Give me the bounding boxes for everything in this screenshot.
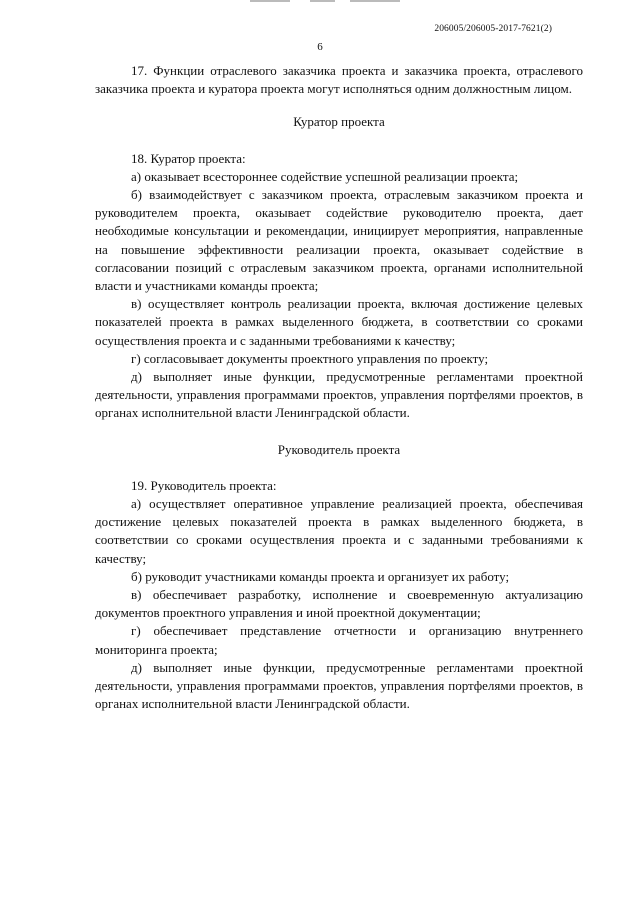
curator-item-g: г) согласовывает документы проектного управления по проекту;	[131, 350, 489, 366]
document-body	[95, 62, 583, 714]
paragraph-18-lead: 18. Куратор проекта:	[131, 150, 246, 166]
document-id: 206005/206005-2017-7621(2)	[434, 24, 552, 34]
page-number: 6	[317, 41, 323, 53]
section-heading-curator: Куратор проекта	[293, 114, 385, 130]
curator-item-d: д) выполняет иные функции, предусмотренные регламентами проектной деятельности, управления программами проектов, управления портфелями проектов, в органах исполнительной власти Ленинградской области.	[95, 369, 583, 421]
scan-top-marks	[250, 0, 430, 4]
section-heading-manager: Руководитель проекта	[277, 441, 401, 457]
manager-item-b: б) руководит участниками команды проекта и организует их работу;	[131, 568, 510, 584]
manager-item-v: в) обеспечивает разработку, исполнение и своевременную актуализацию документов проектного управления и иной проектной документации;	[95, 587, 583, 621]
curator-item-v: в) осуществляет контроль реализации проекта, включая достижение целевых показателей проекта в рамках выделенного бюджета, в соответствии со сроками осуществления проекта и с заданными требованиями к качеству;	[95, 296, 583, 348]
curator-item-a: а) оказывает всестороннее содействие успешной реализации проекта;	[131, 168, 519, 184]
paragraph-19-lead: 19. Руководитель проекта:	[131, 477, 277, 493]
manager-item-d: д) выполняет иные функции, предусмотренные регламентами проектной деятельности, управления программами проектов, управления портфелями проектов, в органах исполнительной власти Ленинградской области.	[95, 659, 583, 712]
manager-item-a: а) осуществляет оперативное управление реализацией проекта, обеспечивая достижение целевых показателей проекта в рамках выделенного бюджета, в соответствии со сроками осуществления проекта и с заданными требованиями к качеству;	[95, 496, 583, 566]
paragraph-17: 17. Функции отраслевого заказчика проекта и заказчика проекта, отраслевого заказчика проекта и куратора проекта могут исполняться одним должностным лицом.	[95, 63, 583, 97]
manager-item-g: г) обеспечивает представление отчетности и организацию внутреннего мониторинга проекта;	[95, 623, 583, 657]
curator-item-b: б) взаимодействует с заказчиком проекта, отраслевым заказчиком проекта и руководителем проекта, оказывает содействие руководителю проекта, дает необходимые консультации и рекомендации, инициирует мероприятия, направленные на повышение эффективности реализации проекта, оказывает содействие в согласовании позиций с отраслевым заказчиком проекта, органами исполнительной власти и участниками команды проекта;	[95, 187, 583, 294]
